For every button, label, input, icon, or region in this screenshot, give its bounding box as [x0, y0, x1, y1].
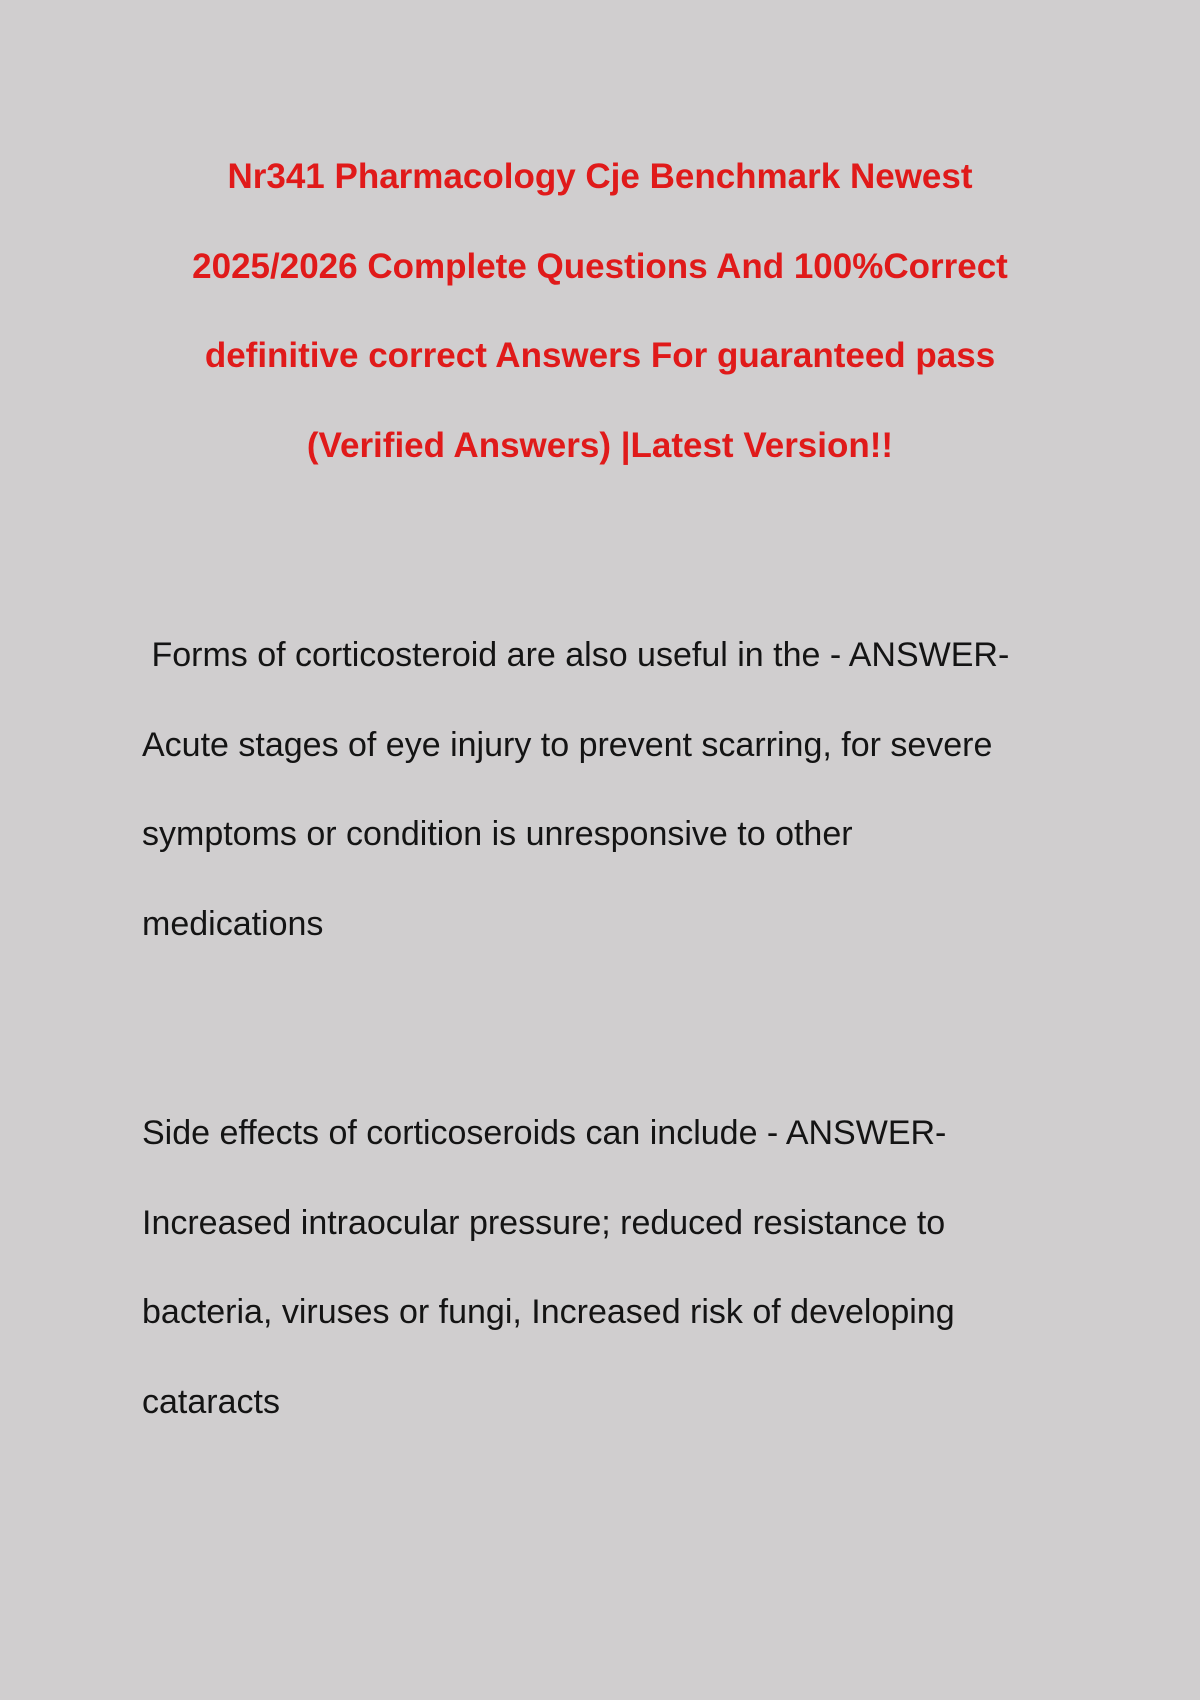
answer-text: symptoms or condition is unresponsive to other [142, 815, 853, 853]
qa-item-corticosteroid-uses [142, 634, 1102, 992]
question-text: Forms of corticosteroid are also useful in the - ANSWER- [142, 636, 1010, 674]
answer-text: Acute stages of eye injury to prevent scarring, for severe [142, 725, 993, 764]
title-line: 2025/2026 Complete Questions And 100%Correct [192, 246, 1008, 286]
question-text: Side effects of corticoseroids can include - ANSWER- [142, 1114, 947, 1152]
document-title [0, 142, 1200, 500]
answer-text: Increased intraocular pressure; reduced resistance to [142, 1203, 946, 1242]
title-line: Nr341 Pharmacology Cje Benchmark Newest [227, 157, 973, 196]
answer-text: cataracts [142, 1382, 280, 1421]
answer-text: medications [142, 904, 324, 943]
qa-item-corticosteroid-side-effects [142, 1112, 1102, 1470]
title-line: (Verified Answers) |Latest Version!! [306, 425, 894, 465]
title-line: definitive correct Answers For guaranteed pass [204, 336, 996, 375]
answer-text: bacteria, viruses or fungi, Increased risk of developing [142, 1293, 955, 1331]
